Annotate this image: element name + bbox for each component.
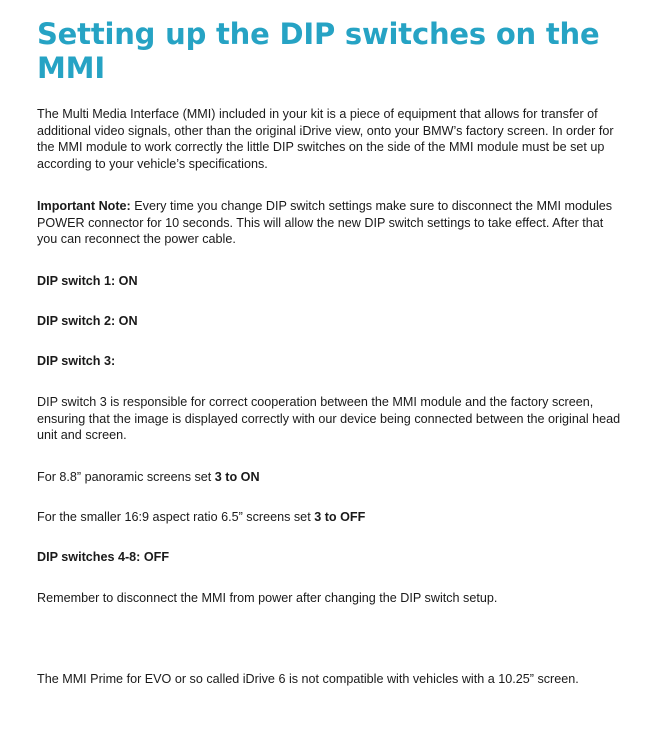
dip-switches-4-8: DIP switches 4-8: OFF	[37, 550, 170, 564]
important-note-text: Every time you change DIP switch settings make sure to disconnect the MMI modules POWER connector for 10 seconds. This will allow the new DIP switch settings to take effect. After that you can reconnect the power cable.	[37, 199, 613, 247]
compatibility-paragraph: The MMI Prime for EVO or so called iDrive 6 is not compatible with vehicles with a 10.25” screen.	[37, 672, 579, 686]
remember-paragraph: Remember to disconnect the MMI from power after changing the DIP switch setup.	[37, 591, 498, 605]
panoramic-value: 3 to ON	[214, 470, 260, 484]
dip-switch-2: DIP switch 2: ON	[37, 314, 138, 328]
smaller-screens-line	[37, 509, 627, 526]
panoramic-screens-line	[37, 469, 627, 486]
dip-switch-3: DIP switch 3:	[37, 354, 116, 368]
intro-paragraph: The Multi Media Interface (MMI) included in your kit is a piece of equipment that allows for transfer of additional video signals, other than the original iDrive view, onto your BMW’s factory screen. In order for the MMI module to work correctly the little DIP switches on the side of the MMI module must be set up according to your vehicle’s specifications.	[37, 107, 614, 171]
dip-switch-1: DIP switch 1: ON	[37, 274, 138, 288]
smaller-value: 3 to OFF	[314, 510, 366, 524]
dip-switch-3-description: DIP switch 3 is responsible for correct cooperation between the MMI module and the factory screen, ensuring that the image is displayed correctly with our device being connected between the original head unit and screen.	[37, 395, 621, 443]
document-page	[37, 0, 627, 686]
important-note-paragraph	[37, 198, 627, 248]
page-title: Setting up the DIP switches on the MMI	[37, 17, 600, 85]
smaller-prefix: For the smaller 16:9 aspect ratio 6.5” screens set	[37, 510, 315, 524]
panoramic-prefix: For 8.8” panoramic screens set	[37, 470, 215, 484]
important-note-label: Important Note:	[37, 199, 131, 213]
